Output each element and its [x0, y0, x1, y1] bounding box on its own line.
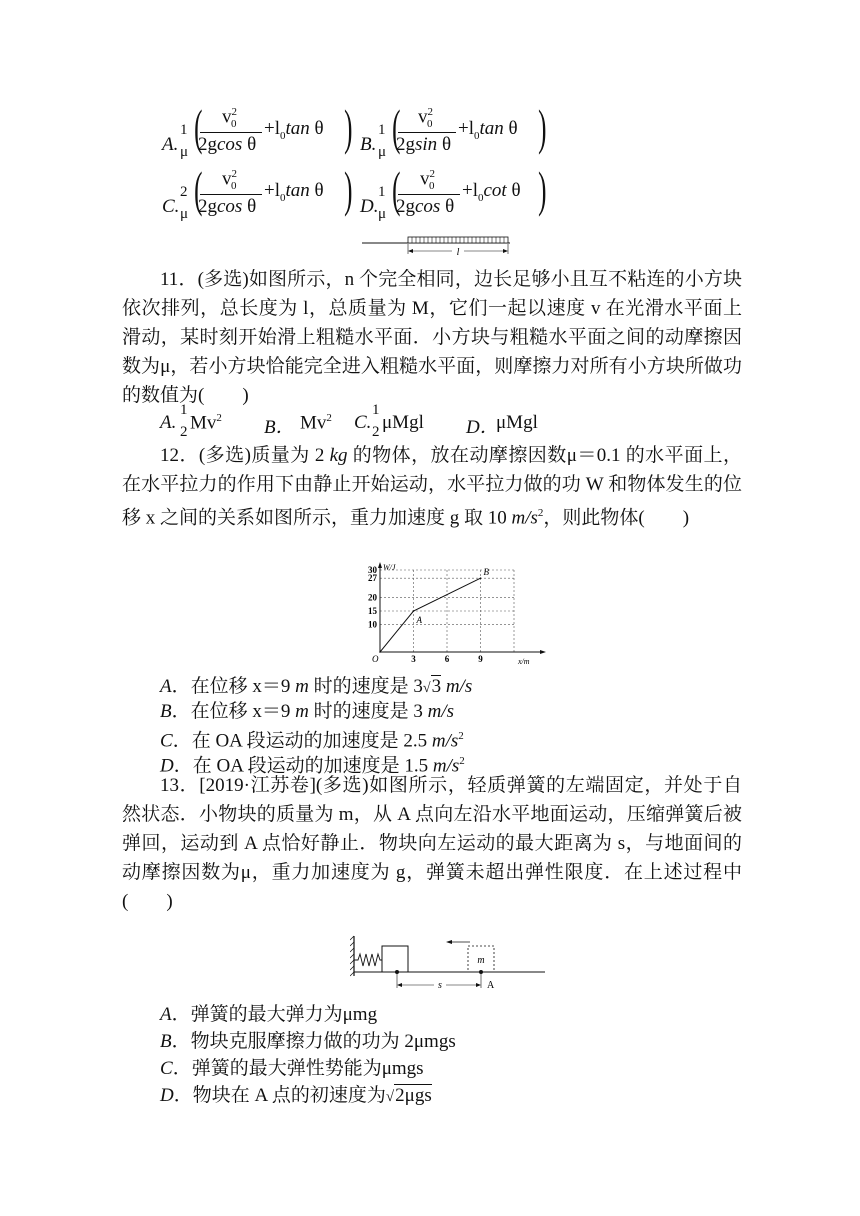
- q12-option-b: B．在位移 x＝9 m 时的速度是 3 m/s: [160, 701, 455, 722]
- point-a-label: A: [487, 980, 495, 991]
- frac-num: 1: [180, 402, 188, 418]
- q11-options: [160, 402, 580, 442]
- q13-options: [160, 1001, 720, 1109]
- frac-num: $v^2_0$: [222, 168, 237, 193]
- bracket-close: ): [538, 161, 547, 217]
- frac-den: 2: [180, 424, 188, 440]
- point-label: A: [416, 615, 422, 625]
- option-label: C.: [162, 196, 180, 217]
- blocks-row: [408, 237, 508, 243]
- y-axis-arrow: [378, 562, 382, 568]
- point-a-marker: [479, 970, 483, 974]
- x-tick-label: 9: [478, 654, 483, 664]
- coef-num: 1: [378, 122, 386, 138]
- frac-den: 2gsin θ: [396, 134, 452, 155]
- option-label: A.: [162, 134, 179, 155]
- frac-den: 2gcos θ: [198, 196, 257, 217]
- block-compressed: [382, 946, 408, 972]
- chart-grid: [380, 570, 514, 652]
- tail: $+l_0\tan$ θ: [458, 118, 518, 142]
- frac-den: 2: [372, 424, 380, 440]
- q12-options: [160, 674, 720, 777]
- wall-hatch: [350, 936, 354, 976]
- coef-den: μ: [180, 206, 189, 222]
- chart-labels: [372, 563, 530, 666]
- coef-num: 1: [180, 122, 188, 138]
- distance-label: s: [438, 980, 442, 991]
- work-displacement-chart: [358, 562, 548, 672]
- q11-option-d-expr: μMgl: [496, 412, 538, 433]
- q13-option-a: A．弹簧的最大弹力为μmg: [160, 1004, 378, 1025]
- q12-option-d: D．在 OA 段运动的加速度是 1.5 $m/s^2$: [160, 755, 465, 777]
- point-label: B: [483, 567, 489, 578]
- q10-option-a: [160, 99, 360, 160]
- frac-bar: [398, 132, 456, 133]
- q13-option-d: D．物块在 A 点的初速度为√2μgs: [160, 1085, 432, 1106]
- y-tick-label: 20: [368, 592, 377, 603]
- bracket-open: (: [194, 161, 203, 217]
- spring: [354, 954, 382, 966]
- coef-den: μ: [378, 144, 387, 160]
- q11-option-b-expr: Mv$^2$: [300, 412, 332, 434]
- q10-option-c: [160, 161, 360, 222]
- data-point: [413, 610, 415, 612]
- frac-num: $v^2_0$: [418, 106, 433, 131]
- chart-ticks: [368, 565, 483, 664]
- x-axis-label: x/m: [518, 657, 530, 666]
- bracket-open: (: [392, 161, 401, 217]
- coef-num: 1: [378, 184, 386, 200]
- point-marker: [395, 970, 399, 974]
- bracket-close: ): [344, 161, 353, 217]
- x-tick-label: 6: [444, 654, 450, 664]
- tail: $+l_0\tan$ θ: [264, 180, 324, 204]
- y-tick-label: 10: [368, 619, 377, 630]
- q12-text: 12．(多选)质量为 2 kg 的物体，放在动摩擦因数μ＝0.1 的水平面上，在水平拉力的作用下由静止开始运动，水平拉力做的功 W 和物体发生的位移 x 之间的关系如图所示，重力加速度 g 取 10 $m/s^2$，则此物体( ): [122, 445, 742, 529]
- length-label: l: [456, 247, 460, 258]
- q11-option-a-label: A.: [160, 412, 177, 433]
- bracket-close: ): [538, 99, 547, 155]
- coef-num: 2: [180, 184, 188, 200]
- data-point: [480, 577, 482, 579]
- q13-option-c: C．弹簧的最大弹性势能为μmgs: [160, 1058, 424, 1079]
- y-tick-label: 30: [368, 565, 377, 575]
- q11-text: 11．(多选)如图所示，n 个完全相同，边长足够小且互不粘连的小方块依次排列，总长度为 l，总质量为 M，它们一起以速度 v 在光滑水平面上滑动，某时刻开始滑上粗糙水平面．小方块与粗糙水平面之间的动摩擦因数为μ，若小方块恰能完全进入粗糙水平面，则摩擦力对所有小方块所做功的数值为( ): [122, 269, 742, 406]
- q11-option-c-expr: μMgl: [382, 412, 424, 433]
- q12-option-a: A．在位移 x＝9 m 时的速度是 3√3 m/s: [160, 676, 473, 697]
- tail: $+l_0\cot$ θ: [462, 180, 521, 204]
- frac-num: 1: [372, 402, 380, 418]
- option-label: B.: [360, 134, 377, 155]
- q10-option-d: [358, 161, 568, 222]
- q11-option-d-label: D．: [466, 417, 499, 438]
- frac-bar: [398, 194, 460, 195]
- data-point: [379, 651, 381, 653]
- chart-series: [379, 577, 481, 652]
- bracket-open: (: [392, 99, 401, 155]
- q11-option-b-label: B．: [264, 417, 295, 438]
- x-axis-arrow: [540, 650, 546, 654]
- frac-num: $v^2_0$: [222, 106, 237, 131]
- y-tick-label: 15: [368, 606, 377, 616]
- coef-den: μ: [180, 144, 189, 160]
- q12-option-c: C．在 OA 段运动的加速度是 2.5 $m/s^2$: [160, 730, 464, 752]
- q10-option-b: [358, 99, 558, 160]
- tail: $+l_0\tan$ θ: [264, 118, 324, 142]
- q10-options: [160, 100, 580, 230]
- bracket-close: ): [344, 99, 353, 155]
- q11-figure: [360, 234, 520, 260]
- origin-label: O: [372, 654, 379, 664]
- q13-option-b: B．物块克服摩擦力做的功为 2μmgs: [160, 1031, 456, 1052]
- q11-option-a-expr: Mv$^2$: [190, 412, 222, 434]
- y-axis-label: W/J: [383, 563, 396, 572]
- chart-axes: [378, 562, 546, 654]
- bracket-open: (: [194, 99, 203, 155]
- y-tick-label: 27: [368, 573, 377, 584]
- q13-text: 13．[2019·江苏卷](多选)如图所示，轻质弹簧的左端固定，并处于自然状态．小物块的质量为 m，从 A 点向左沿水平地面运动，压缩弹簧后被弹回，运动到 A 点恰好静止．物块向左运动的最大距离为 s，与地面间的动摩擦因数为μ，重力加速度为 g，弹簧未超出弹性限度．在上述过程中( ): [122, 775, 742, 912]
- frac-den: 2gcos θ: [198, 134, 257, 155]
- q11-option-c-label: C.: [354, 412, 372, 433]
- series-line: [380, 578, 481, 652]
- frac-bar: [200, 132, 262, 133]
- frac-num: $v^2_0$: [420, 168, 435, 193]
- option-label: D.: [360, 196, 379, 217]
- x-tick-label: 3: [411, 654, 416, 664]
- frac-bar: [200, 194, 262, 195]
- mass-label: m: [477, 955, 485, 966]
- frac-den: 2gcos θ: [396, 196, 455, 217]
- coef-den: μ: [378, 206, 387, 222]
- spring-block-figure: [350, 930, 550, 996]
